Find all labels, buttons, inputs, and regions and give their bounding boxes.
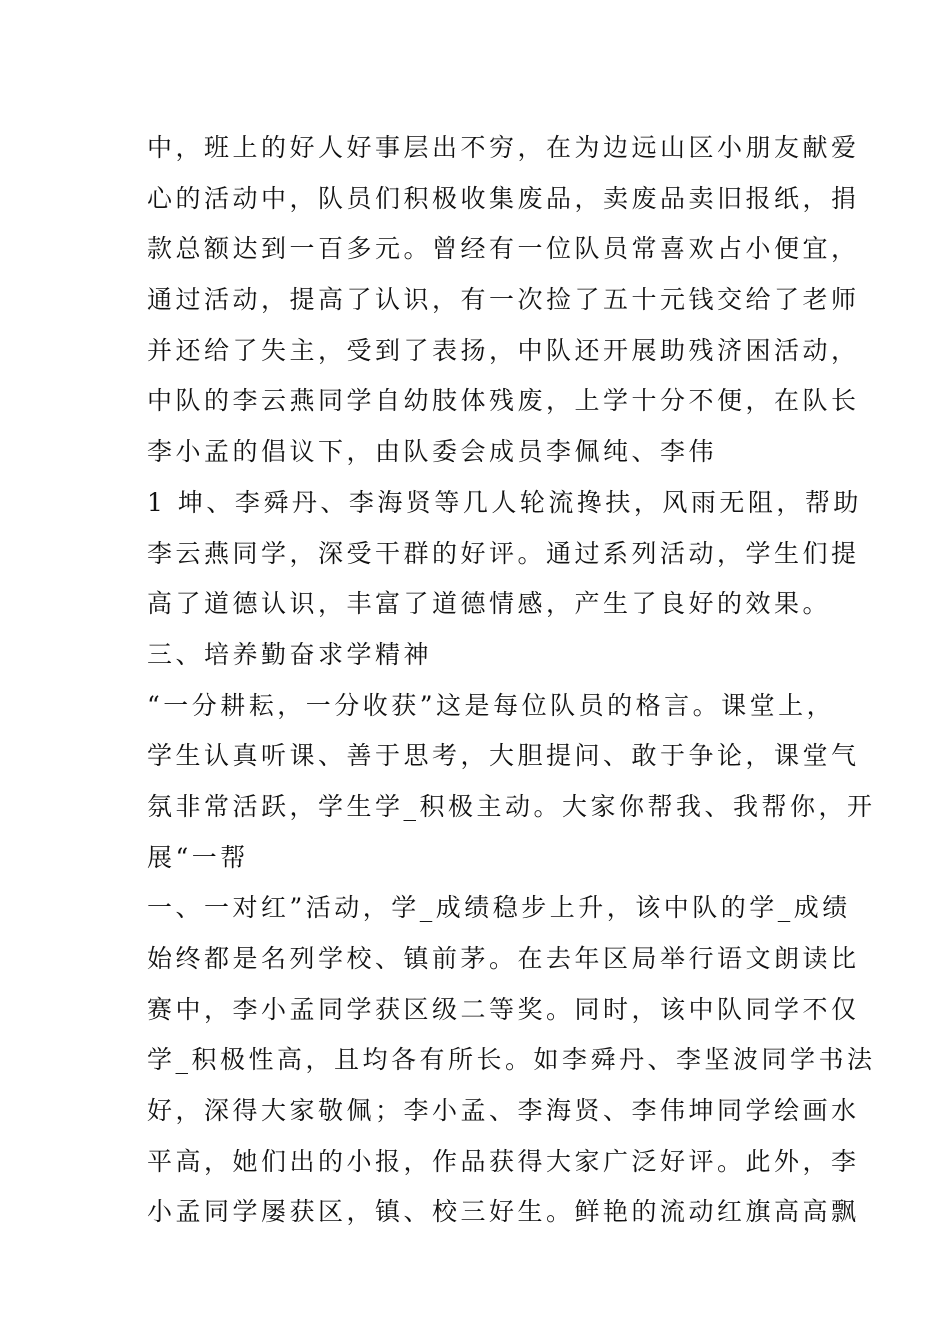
text-line: 1 坤、李舜丹、李海贤等几人轮流搀扶，风雨无阻，帮助 [147, 487, 862, 517]
text-line: 平高，她们出的小报，作品获得大家广泛好评。此外，李 [147, 1146, 860, 1176]
text-line: 学生认真听课、善于思考，大胆提问、敢于争论，课堂气 [147, 741, 860, 771]
text-line: 学_积极性高，且均各有所长。如李舜丹、李坚波同学书法 [147, 1045, 876, 1075]
text-line: 心的活动中，队员们积极收集废品，卖废品卖旧报纸，捐 [147, 183, 860, 213]
text-line: “一分耕耘，一分收获”这是每位队员的格言。课堂上， [147, 690, 836, 720]
section-heading: 三、培养勤奋求学精神 [147, 639, 433, 669]
text-line: 款总额达到一百多元。曾经有一位队员常喜欢占小便宜， [147, 234, 860, 264]
text-line: 展“一帮 [147, 842, 249, 872]
text-line: 高了道德认识，丰富了道德情感，产生了良好的效果。 [147, 589, 832, 619]
text-line: 赛中，李小孟同学获区级二等奖。同时，该中队同学不仅 [147, 994, 860, 1024]
body-text [147, 123, 876, 1238]
text-line: 中队的李云燕同学自幼肢体残废，上学十分不便，在队长 [147, 386, 860, 416]
text-line: 始终都是名列学校、镇前茅。在去年区局举行语文朗读比 [147, 944, 860, 973]
text-line: 李云燕同学，深受干群的好评。通过系列活动，学生们提 [147, 538, 860, 568]
text-line: 氛非常活跃，学生学_积极主动。大家你帮我、我帮你，开 [147, 791, 876, 821]
text-line: 一、一对红”活动，学_成绩稳步上升，该中队的学_成绩 [147, 893, 851, 923]
text-line: 好，深得大家敬佩；李小孟、李海贤、李伟坤同学绘画水 [147, 1096, 860, 1126]
text-line: 中，班上的好人好事层出不穷，在为边远山区小朋友献爱 [147, 133, 860, 162]
text-line: 小孟同学屡获区，镇、校三好生。鲜艳的流动红旗高高飘 [147, 1197, 860, 1227]
text-line: 通过活动，提高了认识，有一次捡了五十元钱交给了老师 [147, 285, 860, 315]
text-line: 李小孟的倡议下，由队委会成员李佩纯、李伟 [147, 437, 718, 467]
text-line: 并还给了失主，受到了表扬，中队还开展助残济困活动， [147, 335, 860, 365]
